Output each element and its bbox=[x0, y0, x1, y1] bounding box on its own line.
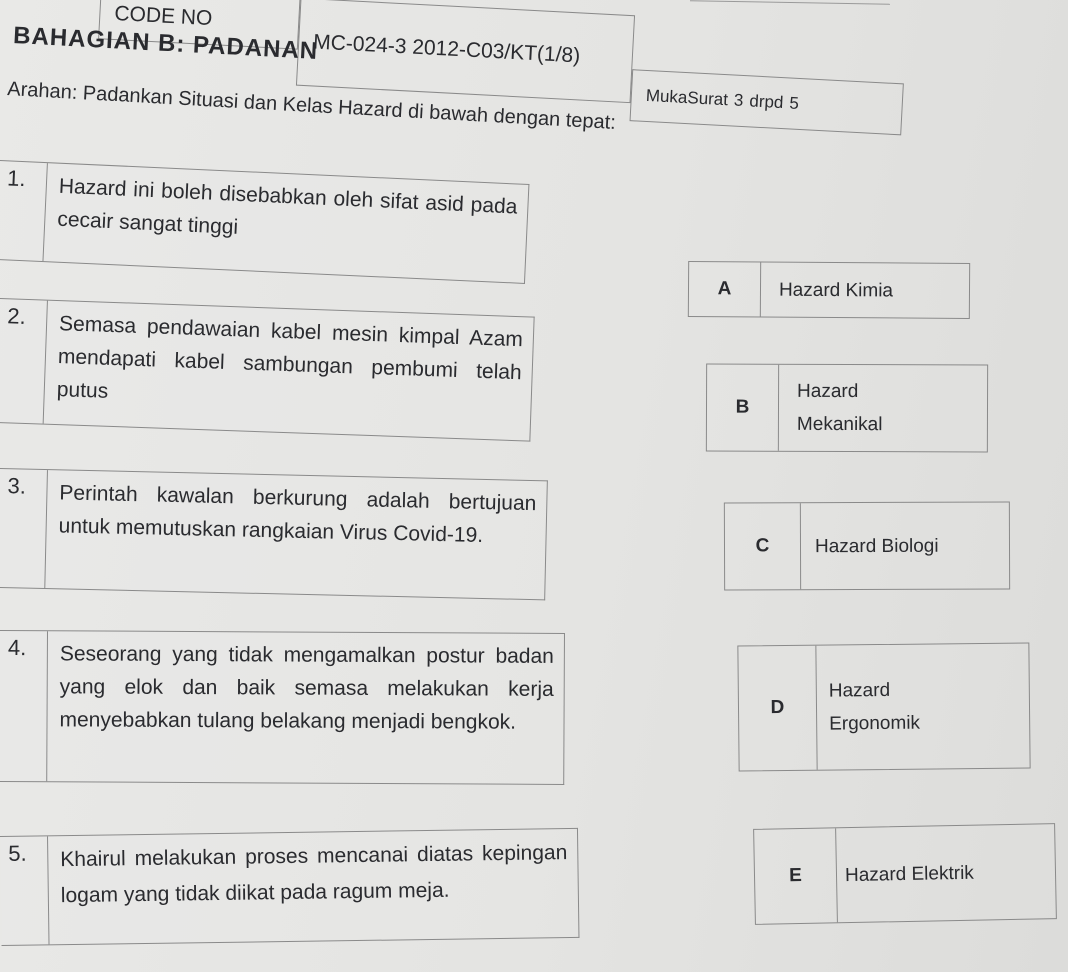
question-row bbox=[0, 160, 529, 284]
answer-text: Hazard Biologi bbox=[814, 535, 939, 557]
page-total: 5 bbox=[788, 93, 800, 113]
question-row bbox=[0, 828, 579, 946]
paper-edge bbox=[690, 0, 890, 4]
page-number: 3 bbox=[733, 90, 744, 111]
answer-option-a bbox=[688, 261, 970, 319]
question-row bbox=[0, 298, 535, 442]
answer-option-c bbox=[724, 502, 1010, 591]
page-indicator bbox=[630, 69, 904, 135]
question-number: 3. bbox=[0, 469, 48, 588]
question-text: Seseorang yang tidak mengamalkan postur badan yang elok dan baik semasa melakukan kerja menyebabkan tulang belakang menjadi bengkok. bbox=[59, 642, 554, 734]
answer-letter: A bbox=[689, 262, 761, 317]
section-title: BAHAGIAN B: PADANAN bbox=[12, 22, 319, 65]
answer-text: Hazard Elektrik bbox=[844, 862, 975, 886]
instruction-text: Arahan: Padankan Situasi dan Kelas Hazard di bawah dengan tepat: bbox=[6, 78, 617, 134]
code-label: CODE NO bbox=[98, 0, 300, 50]
question-number: 4. bbox=[0, 631, 48, 781]
question-text: Hazard ini boleh disebabkan oleh sifat asid pada cecair sangat tinggi bbox=[56, 174, 518, 239]
question-text: Perintah kawalan berkurung adalah bertujuan untuk memutuskan rangkaian Virus Covid-19. bbox=[58, 481, 537, 547]
page-of-label: drpd bbox=[748, 91, 784, 113]
page-label: MukaSurat bbox=[645, 85, 729, 110]
answer-text: Hazard Ergonomik bbox=[828, 679, 921, 735]
answer-letter: B bbox=[707, 365, 779, 451]
answer-option-d bbox=[737, 642, 1030, 771]
answer-text: Hazard Kimia bbox=[778, 279, 894, 301]
question-number: 2. bbox=[0, 299, 48, 424]
answer-letter: D bbox=[738, 646, 817, 771]
question-row bbox=[0, 630, 565, 785]
answer-letter: C bbox=[725, 503, 801, 589]
question-row bbox=[0, 468, 548, 600]
question-text: Semasa pendawaian kabel mesin kimpal Azam mendapati kabel sambungan pembumi telah putus bbox=[56, 312, 524, 403]
answer-text: Hazard Mekanikal bbox=[796, 380, 883, 436]
question-number: 1. bbox=[0, 161, 48, 261]
question-number: 5. bbox=[0, 836, 50, 945]
question-text: Khairul melakukan proses mencanai diatas kepingan logam yang tidak diikat pada ragum meja. bbox=[60, 841, 568, 908]
answer-letter: E bbox=[754, 828, 838, 924]
answer-option-b bbox=[706, 364, 988, 453]
code-value: MC-024-3 2012-C03/KT(1/8) bbox=[296, 0, 635, 103]
answer-option-e bbox=[753, 823, 1057, 925]
